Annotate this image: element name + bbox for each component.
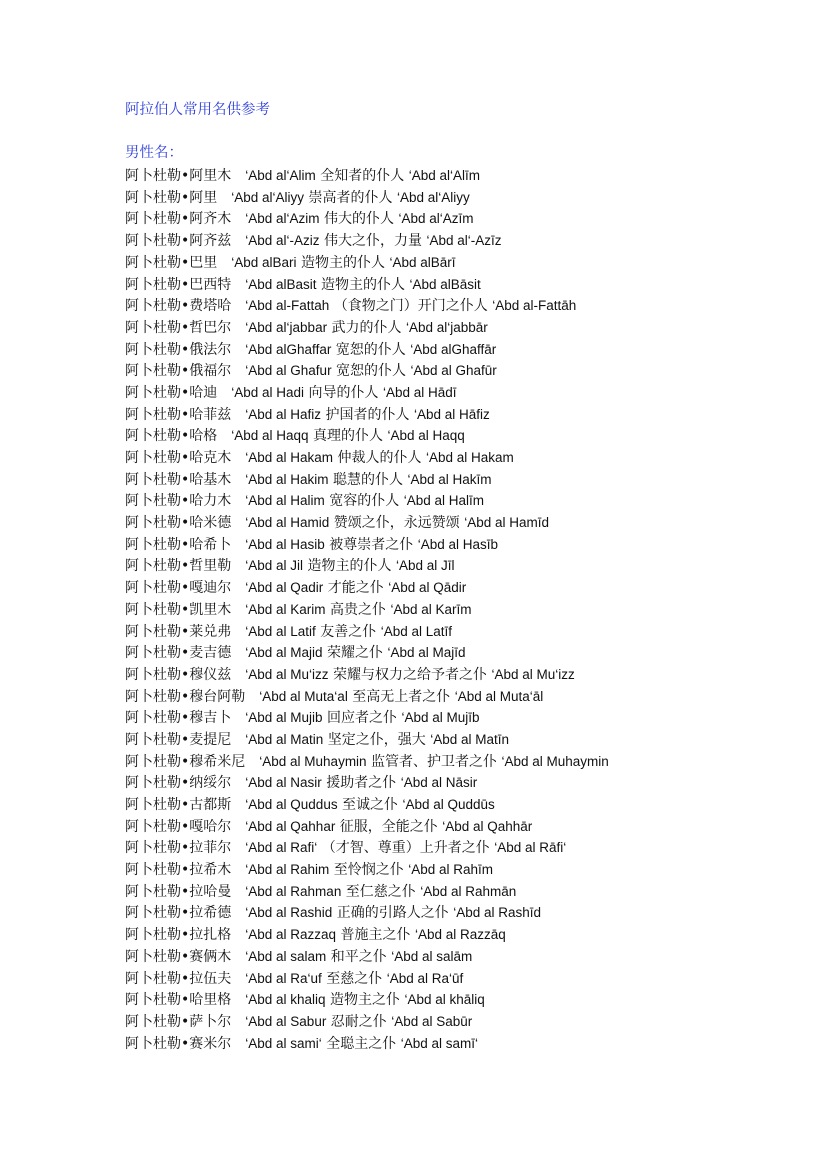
chinese-name: 阿卜杜勒•拉伍夫: [125, 970, 232, 987]
chinese-name: 阿卜杜勒•拉希德: [125, 905, 232, 922]
chinese-name: 阿卜杜勒•麦吉德: [125, 645, 232, 662]
name-meaning: 监管者、护卫者之仆: [371, 753, 498, 770]
chinese-name: 阿卜杜勒•哈力木: [125, 493, 232, 510]
transliteration: ‘Abd al Mu‘izz: [491, 666, 575, 682]
name-meaning: 援助者之仆: [326, 775, 397, 792]
name-entry: [125, 230, 805, 252]
latin-name: ‘Abd alBari: [231, 254, 297, 270]
name-entry: [125, 599, 805, 621]
latin-name: ‘Abd al‘Azim: [245, 211, 320, 227]
name-entry: [125, 295, 805, 317]
latin-name: ‘Abd al sami‘: [245, 1035, 322, 1051]
name-meaning: 回应者之仆: [327, 710, 398, 727]
latin-name: ‘Abd al Majid: [245, 645, 323, 661]
transliteration: ‘Abd al-Fattāh: [492, 298, 577, 314]
name-entry: [125, 621, 805, 643]
name-entry: [125, 208, 805, 230]
name-meaning: 赞颂之仆，永远赞颂: [333, 515, 460, 532]
transliteration: ‘Abd al Matīn: [430, 731, 510, 747]
transliteration: ‘Abd al Hasīb: [417, 536, 499, 552]
chinese-name: 阿卜杜勒•凯里木: [125, 601, 232, 618]
latin-name: ‘Abd al Muta‘al: [259, 688, 348, 704]
latin-name: ‘Abd al Karim: [245, 601, 326, 617]
name-entry: [125, 642, 805, 664]
chinese-name: 阿卜杜勒•费塔哈: [125, 298, 232, 315]
latin-name: ‘Abd alGhaffar: [245, 341, 332, 357]
chinese-name: 阿卜杜勒•拉希木: [125, 862, 232, 879]
latin-name: ‘Abd al‘Aliyy: [231, 189, 305, 205]
chinese-name: 阿卜杜勒•穆台阿勒: [125, 688, 246, 705]
latin-name: ‘Abd al Halim: [245, 493, 325, 509]
latin-name: ‘Abd al Hakam: [245, 450, 334, 465]
transliteration: ‘Abd al‘Alīm: [408, 168, 480, 184]
name-entry: [125, 772, 805, 794]
name-meaning: 高贵之仆: [330, 601, 387, 618]
chinese-name: 阿卜杜勒•萨卜尔: [125, 1013, 232, 1030]
latin-name: ‘Abd al Sabur: [245, 1013, 327, 1029]
name-meaning: 伟大的仆人: [324, 211, 394, 228]
name-meaning: 造物主的仆人: [301, 254, 386, 271]
latin-name: ‘Abd al Mujib: [245, 710, 323, 726]
name-entry: [125, 252, 805, 274]
chinese-name: 阿卜杜勒•哲巴尔: [125, 319, 232, 336]
chinese-name: 阿卜杜勒•俄法尔: [125, 341, 232, 358]
transliteration: ‘Abd al Ghafūr: [410, 363, 497, 379]
name-meaning: 全聪主之仆: [326, 1035, 397, 1052]
transliteration: ‘Abd al Hakam: [425, 450, 514, 465]
name-meaning: 宽恕的仆人: [336, 363, 407, 380]
name-meaning: 才能之仆: [327, 580, 384, 597]
name-entry: [125, 1011, 805, 1033]
name-entry: [125, 274, 805, 296]
transliteration: ‘Abd al khāliq: [404, 992, 485, 1008]
transliteration: ‘Abd al Hamīd: [464, 515, 550, 531]
name-entry: [125, 946, 805, 968]
name-entry: [125, 686, 805, 708]
latin-name: ‘Abd al Razzaq: [245, 927, 337, 943]
name-meaning: 宽恕的仆人: [335, 341, 406, 358]
document-title: 阿拉伯人常用名供参考: [125, 102, 270, 118]
name-meaning: 荣耀之仆: [327, 645, 384, 662]
chinese-name: 阿卜杜勒•阿齐木: [125, 211, 232, 228]
name-entry: [125, 902, 805, 924]
transliteration: ‘Abd al Majīd: [387, 645, 466, 661]
latin-name: ‘Abd al Nasir: [245, 775, 322, 791]
chinese-name: 阿卜杜勒•哲里勒: [125, 558, 232, 575]
name-meaning: 真理的仆人: [313, 428, 384, 445]
latin-name: ‘Abd al‘-Aziz: [245, 233, 320, 249]
name-entry: [125, 555, 805, 577]
name-entry: [125, 447, 805, 469]
latin-name: ‘Abd al salam: [245, 948, 327, 964]
latin-name: ‘Abd al‘jabbar: [245, 319, 328, 335]
name-meaning: 征服，全能之仆: [339, 818, 438, 835]
latin-name: ‘Abd al khaliq: [245, 992, 326, 1008]
chinese-name: 阿卜杜勒•哈希卜: [125, 536, 232, 553]
latin-name: ‘Abd alBasit: [245, 276, 317, 292]
name-entry: [125, 577, 805, 599]
name-entry: [125, 968, 805, 990]
latin-name: ‘Abd al Quddus: [245, 797, 338, 812]
transliteration: ‘Abd al samī‘: [400, 1035, 478, 1051]
name-meaning: 至怜悯之仆: [333, 862, 404, 879]
name-meaning: 至诚之仆: [342, 797, 399, 813]
transliteration: ‘Abd al Ra‘ūf: [386, 970, 464, 986]
name-entry: [125, 382, 805, 404]
name-meaning: 武力的仆人: [331, 319, 402, 336]
chinese-name: 阿卜杜勒•赛米尔: [125, 1035, 232, 1052]
name-meaning: 宽容的仆人: [329, 493, 400, 510]
name-entry: [125, 816, 805, 838]
latin-name: ‘Abd al Rafi‘: [245, 840, 318, 856]
name-meaning: 仲裁人的仆人: [337, 450, 422, 466]
name-meaning: 造物主的仆人: [307, 558, 392, 575]
name-entry: [125, 339, 805, 361]
name-meaning: （才智、尊重）上升者之仆: [321, 840, 490, 857]
name-meaning: 荣耀与权力之给予者之仆: [333, 666, 487, 683]
transliteration: ‘Abd al Hakīm: [407, 471, 492, 487]
name-entry: [125, 707, 805, 729]
transliteration: ‘Abd al Jīl: [395, 558, 455, 574]
chinese-name: 阿卜杜勒•巴里: [125, 254, 218, 271]
name-entry: [125, 729, 805, 751]
transliteration: ‘Abd al Haqq: [387, 428, 465, 444]
latin-name: ‘Abd al Ra‘uf: [245, 970, 322, 986]
name-entry: [125, 317, 805, 339]
name-meaning: 至慈之仆: [326, 970, 383, 987]
document-page: [125, 100, 805, 1054]
transliteration: ‘Abd al Sabūr: [391, 1013, 473, 1029]
latin-name: ‘Abd al-Fattah: [245, 298, 330, 314]
latin-name: ‘Abd al Rahman: [245, 883, 342, 899]
name-entry: [125, 425, 805, 447]
transliteration: ‘Abd al Muhaymin: [501, 753, 609, 769]
section-label-male-names: 男性名：: [125, 145, 183, 162]
transliteration: ‘Abd al salām: [391, 948, 473, 964]
latin-name: ‘Abd al‘Alim: [245, 168, 316, 184]
name-entry: [125, 881, 805, 903]
name-meaning: 友善之仆: [320, 623, 377, 640]
transliteration: ‘Abd al Qahhār: [442, 818, 533, 834]
blank-line: [125, 122, 805, 144]
transliteration: ‘Abd al‘-Azīz: [426, 233, 502, 249]
name-meaning: 崇高者的仆人: [308, 189, 393, 206]
chinese-name: 阿卜杜勒•嘎迪尔: [125, 580, 232, 597]
chinese-name: 阿卜杜勒•哈米德: [125, 515, 232, 532]
name-meaning: 至高无上者之仆: [352, 688, 451, 705]
chinese-name: 阿卜杜勒•古都斯: [125, 797, 232, 813]
transliteration: ‘Abd al Mujīb: [401, 710, 480, 726]
name-entry: [125, 664, 805, 686]
chinese-name: 阿卜杜勒•拉菲尔: [125, 840, 232, 857]
name-meaning: 坚定之仆，强大: [327, 731, 426, 748]
chinese-name: 阿卜杜勒•巴西特: [125, 276, 232, 293]
chinese-name: 阿卜杜勒•哈基木: [125, 471, 232, 488]
chinese-name: 阿卜杜勒•穆吉卜: [125, 710, 232, 727]
transliteration: ‘Abd al Rahīm: [408, 862, 494, 878]
name-meaning: 普施主之仆: [340, 927, 411, 944]
latin-name: ‘Abd al Hamid: [245, 515, 330, 531]
chinese-name: 阿卜杜勒•纳绥尔: [125, 775, 232, 792]
chinese-name: 阿卜杜勒•哈菲兹: [125, 406, 232, 423]
chinese-name: 阿卜杜勒•拉扎格: [125, 927, 232, 944]
transliteration: ‘Abd al Razzāq: [414, 927, 506, 943]
transliteration: ‘Abd al Latīf: [380, 623, 453, 639]
transliteration: ‘Abd al Rahmān: [420, 883, 517, 899]
name-entry: [125, 924, 805, 946]
chinese-name: 阿卜杜勒•阿里: [125, 189, 218, 206]
name-entry: [125, 534, 805, 556]
chinese-name: 阿卜杜勒•莱兑弗: [125, 623, 232, 640]
name-entry: [125, 490, 805, 512]
name-meaning: 向导的仆人: [308, 384, 379, 401]
latin-name: ‘Abd al Muhaymin: [259, 753, 367, 769]
transliteration: ‘Abd al Hādī: [382, 384, 457, 400]
name-entry: [125, 187, 805, 209]
chinese-name: 阿卜杜勒•哈克木: [125, 450, 232, 466]
chinese-name: 阿卜杜勒•阿齐兹: [125, 233, 232, 250]
latin-name: ‘Abd al Latif: [245, 623, 316, 639]
transliteration: ‘Abd al Rāfi‘: [494, 840, 567, 856]
latin-name: ‘Abd al Hakim: [245, 471, 329, 487]
latin-name: ‘Abd al Jil: [245, 558, 304, 574]
transliteration: ‘Abd al Nāsir: [400, 775, 478, 791]
latin-name: ‘Abd al Haqq: [231, 428, 309, 444]
transliteration: ‘Abd al Hāfiz: [413, 406, 490, 422]
name-entry: [125, 404, 805, 426]
name-entry: [125, 512, 805, 534]
chinese-name: 阿卜杜勒•赛俩木: [125, 948, 232, 965]
chinese-name: 阿卜杜勒•穆仪兹: [125, 666, 232, 683]
name-entry: [125, 165, 805, 187]
transliteration: ‘Abd al‘Aliyy: [396, 189, 470, 205]
latin-name: ‘Abd al Rashid: [245, 905, 333, 921]
name-entry: [125, 751, 805, 773]
name-entry: [125, 794, 805, 816]
transliteration: ‘Abd alGhaffār: [410, 341, 497, 357]
transliteration: ‘Abd al Muta‘āl: [454, 688, 544, 704]
name-meaning: 护国者的仆人: [325, 406, 410, 423]
name-meaning: 造物主之仆: [330, 992, 401, 1009]
name-entry: [125, 989, 805, 1011]
latin-name: ‘Abd al Hafiz: [245, 406, 322, 422]
chinese-name: 阿卜杜勒•穆希米尼: [125, 753, 246, 770]
name-meaning: 全知者的仆人: [320, 168, 405, 185]
latin-name: ‘Abd al Hasib: [245, 536, 325, 552]
name-meaning: 被尊崇者之仆: [329, 536, 414, 553]
name-meaning: 至仁慈之仆: [345, 883, 416, 900]
name-entry: [125, 859, 805, 881]
name-meaning: 正确的引路人之仆: [336, 905, 449, 922]
name-meaning: （食物之门）开门之仆人: [333, 298, 488, 315]
transliteration: ‘Abd al Halīm: [403, 493, 484, 509]
chinese-name: 阿卜杜勒•俄福尔: [125, 363, 232, 380]
name-meaning: 和平之仆: [330, 948, 387, 965]
chinese-name: 阿卜杜勒•哈迪: [125, 384, 218, 401]
latin-name: ‘Abd al Rahim: [245, 862, 330, 878]
chinese-name: 阿卜杜勒•拉哈曼: [125, 883, 232, 900]
latin-name: ‘Abd al Hadi: [231, 384, 305, 400]
chinese-name: 阿卜杜勒•哈格: [125, 428, 218, 445]
name-meaning: 造物主的仆人: [321, 276, 406, 293]
transliteration: ‘Abd al Quddūs: [402, 797, 495, 812]
chinese-name: 阿卜杜勒•嘎哈尔: [125, 818, 232, 835]
name-list: [125, 165, 805, 1054]
transliteration: ‘Abd al‘jabbār: [405, 319, 488, 335]
name-meaning: 忍耐之仆: [330, 1013, 387, 1030]
latin-name: ‘Abd al Ghafur: [245, 363, 332, 379]
latin-name: ‘Abd al Qadir: [245, 580, 324, 596]
latin-name: ‘Abd al Qahhar: [245, 818, 336, 834]
chinese-name: 阿卜杜勒•麦提尼: [125, 731, 232, 748]
name-entry: [125, 1033, 805, 1055]
latin-name: ‘Abd al Matin: [245, 731, 324, 747]
transliteration: ‘Abd alBārī: [389, 254, 456, 270]
name-entry: [125, 469, 805, 491]
name-meaning: 聪慧的仆人: [333, 471, 403, 488]
name-meaning: 伟大之仆，力量: [324, 233, 422, 250]
chinese-name: 阿卜杜勒•哈里格: [125, 992, 232, 1009]
transliteration: ‘Abd al Karīm: [390, 601, 472, 617]
name-entry: [125, 837, 805, 859]
chinese-name: 阿卜杜勒•阿里木: [125, 168, 232, 185]
transliteration: ‘Abd al Qādir: [388, 580, 467, 596]
latin-name: ‘Abd al Mu‘izz: [245, 666, 329, 682]
transliteration: ‘Abd al‘Azīm: [398, 211, 474, 227]
transliteration: ‘Abd alBāsit: [409, 276, 481, 292]
name-entry: [125, 360, 805, 382]
transliteration: ‘Abd al Rashīd: [453, 905, 542, 921]
